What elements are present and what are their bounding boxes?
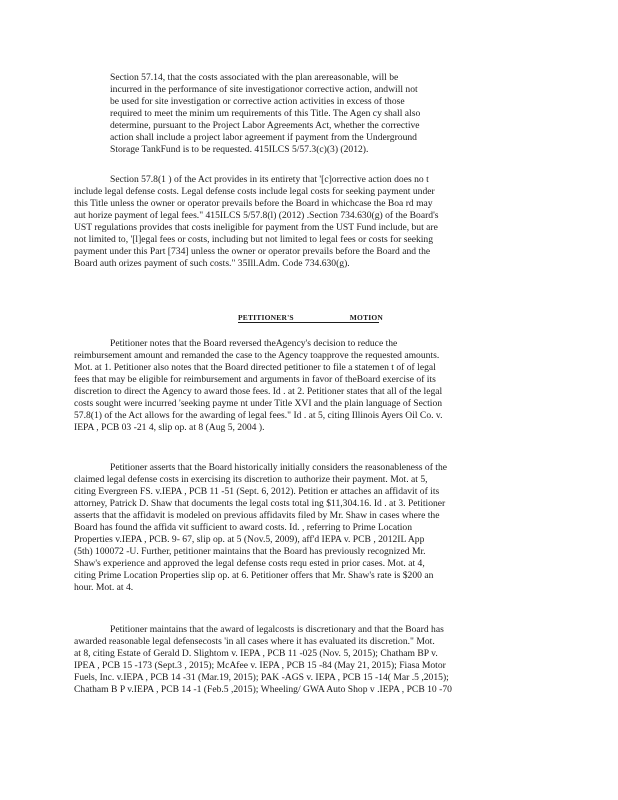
paragraph-4-line-7: Properties v.IEPA , PCB. 9- 67, slip op. at 5 (Nov.5, 2009), aff'd IEPA v. PCB , 2012IL App — [74, 534, 425, 545]
heading-word-1: PETITIONER'S — [238, 313, 294, 322]
paragraph-3-line-7: 57.8(1) of the Act allows for the awarding of legal fees." Id . at 5, citing Illinois Ayers Oil Co. v. — [74, 410, 443, 421]
paragraph-1-line-1: Section 57.14, that the costs associated with the plan arereasonable, will be — [110, 72, 399, 83]
paragraph-1-line-5: determine, pursuant to the Project Labor Agreements Act, whether the corrective — [110, 120, 420, 131]
paragraph-3-line-4: fees that may be eligible for reimbursement and arguments in favor of theBoard exercise of its — [74, 374, 436, 385]
paragraph-1-line-4: required to meet the minim um requirements of this Title. The Agen cy shall also — [110, 108, 421, 119]
paragraph-4-line-11: hour. Mot. at 4. — [74, 582, 134, 593]
paragraph-5-line-4: IPEA , PCB 15 -173 (Sept.3 , 2015); McAfee v. IEPA , PCB 15 -84 (May 21, 2015); Fiasa Motor — [74, 660, 446, 671]
paragraph-2-line-5: UST regulations provides that costs ineligible for payment from the UST Fund include, but are — [74, 222, 438, 233]
paragraph-1-line-3: be used for site investigation or corrective action activities in excess of those — [110, 96, 405, 107]
paragraph-4-line-5: asserts that the affidavit is modeled on previous affidavits filed by Mr. Shaw in cases where the — [74, 510, 440, 521]
paragraph-4-line-2: claimed legal defense costs in exercising its discretion to authorize their payment. Mot. at 5, — [74, 474, 428, 485]
paragraph-3-line-2: reimbursement amount and remanded the case to the Agency toapprove the requested amounts. — [74, 350, 440, 361]
paragraph-4-line-6: Board has found the affida vit sufficient to award costs. Id. , referring to Prime Location — [74, 522, 412, 533]
paragraph-5-line-5: Fuels, Inc. v.IEPA , PCB 14 -31 (Mar.19, 2015); PAK -AGS v. IEPA , PCB 15 -14( Mar .5 ,2015); — [74, 672, 449, 683]
paragraph-3-line-5: discretion to direct the Agency to award those fees. Id . at 2. Petitioner states that all of the legal — [74, 386, 443, 397]
paragraph-3-line-1: Petitioner notes that the Board reversed theAgency's decision to reduce the — [110, 338, 398, 349]
paragraph-4-line-4: attorney, Patrick D. Shaw that documents the legal costs total ing $11,304.16. Id . at 3. Petitioner — [74, 498, 446, 509]
paragraph-3-line-6: costs sought were incurred 'seeking payme nt under Title XVI and the plain language of Section — [74, 398, 443, 409]
paragraph-5-line-6: Chatham B P v.IEPA , PCB 14 -1 (Feb.5 ,2015); Wheeling/ GWA Auto Shop v .IEPA , PCB 10 -70 — [74, 684, 452, 695]
paragraph-2-line-7: payment under this Part [734] unless the owner or operator prevails before the Board and the — [74, 246, 431, 257]
paragraph-2-line-8: Board auth orizes payment of such costs." 35Ill.Adm. Code 734.630(g). — [74, 258, 350, 269]
paragraph-2-line-3: this Title unless the owner or operator prevails before the Board in whichcase the Boa rd may — [74, 198, 433, 209]
paragraph-1-line-7: Storage TankFund is to be requested. 415ILCS 5/57.3(c)(3) (2012). — [110, 144, 369, 155]
paragraph-3-line-3: Mot. at 1. Petitioner also notes that the Board directed petitioner to file a statemen t of of legal — [74, 362, 436, 373]
paragraph-4-line-8: (5th) 100072 -U. Further, petitioner maintains that the Board has previously recognized Mr. — [74, 546, 426, 557]
heading-underline — [238, 322, 379, 323]
paragraph-5-line-1: Petitioner maintains that the award of legalcosts is discretionary and that the Board has — [110, 624, 444, 635]
paragraph-4-line-3: citing Evergreen FS. v.IEPA , PCB 11 -51 (Sept. 6, 2012). Petition er attaches an affidavit of its — [74, 486, 440, 497]
paragraph-4-line-10: citing Prime Location Properties slip op. at 6. Petitioner offers that Mr. Shaw's rate is $200 an — [74, 570, 434, 581]
paragraph-2-line-4: aut horize payment of legal fees." 415ILCS 5/57.8(l) (2012) .Section 734.630(g) of the Board's — [74, 210, 439, 221]
paragraph-4-line-9: Shaw's experience and approved the legal defense costs requ ested in prior cases. Mot. at 4, — [74, 558, 425, 569]
paragraph-5-line-3: at 8, citing Estate of Gerald D. Slightom v. IEPA , PCB 11 -025 (Nov. 5, 2015); Chatham BP v. — [74, 648, 438, 659]
paragraph-5-line-2: awarded reasonable legal defensecosts 'in all cases where it has evaluated its discretion." Mot. — [74, 636, 435, 647]
paragraph-2-line-6: not limited to, '[l]egal fees or costs, including but not limited to legal fees or costs for seeking — [74, 234, 434, 245]
paragraph-2-line-2: include legal defense costs. Legal defense costs include legal costs for seeking payment under — [74, 186, 435, 197]
paragraph-3-line-8: IEPA , PCB 03 -21 4, slip op. at 8 (Aug 5, 2004 ). — [74, 422, 265, 433]
paragraph-4-line-1: Petitioner asserts that the Board historically initially considers the reasonableness of the — [110, 462, 448, 473]
paragraph-1-line-2: incurred in the performance of site investigationor corrective action, andwill not — [110, 84, 418, 95]
heading-word-2: MOTION — [349, 313, 384, 322]
paragraph-2-line-1: Section 57.8(1 ) of the Act provides in its entirety that '[c]orrective action does no t — [110, 174, 429, 185]
paragraph-1-line-6: action shall include a project labor agreement if payment from the Underground — [110, 132, 417, 143]
